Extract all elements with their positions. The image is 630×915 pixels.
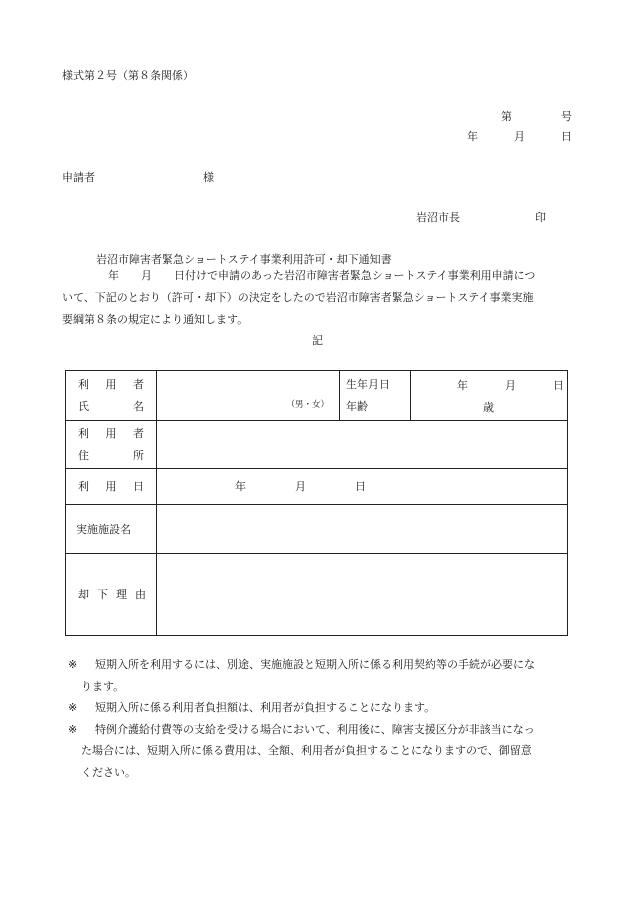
application-table <box>65 370 568 636</box>
row-address <box>66 421 568 469</box>
number-suffix: 号 <box>561 110 572 123</box>
applicant-honorific: 様 <box>203 171 214 184</box>
birth-label: 生年月日 <box>346 377 390 391</box>
note-item <box>68 719 578 784</box>
reason-label: 却 下 理 由 <box>66 554 157 636</box>
note-item <box>68 697 578 719</box>
issuer: 岩沼市長 <box>416 211 460 224</box>
document-title: 岩沼市障害者緊急ショートステイ事業利用許可・却下通知書 <box>96 253 392 266</box>
reason-field[interactable] <box>157 554 568 636</box>
use-year: 年 <box>235 480 246 493</box>
row-user-name <box>66 371 568 421</box>
ki-mark: 記 <box>312 334 323 347</box>
note-item <box>68 654 578 697</box>
number-prefix: 第 <box>501 110 512 123</box>
body-line: いて、下記のとおり（許可・却下）の決定をしたので岩沼市障害者緊急ショートステイ事業実施 <box>62 291 534 304</box>
note-line: 短期入所に係る利用者負担額は、利用者が負担することになります。 <box>95 701 436 714</box>
user-name-label: 利 用 者 氏 名 <box>66 371 157 421</box>
seal-mark: 印 <box>535 211 546 224</box>
use-date-label: 利 用 日 <box>66 469 157 505</box>
date-month: 月 <box>514 130 525 143</box>
age-unit: 歳 <box>483 400 494 414</box>
birth-age-label <box>340 371 411 421</box>
note-line: た場合には、短期入所に係る費用は、全額、利用者が負担することになりますので、御留意 <box>81 744 532 757</box>
address-field[interactable] <box>157 421 568 469</box>
row-reason <box>66 554 568 636</box>
birth-day: 日 <box>553 378 564 392</box>
use-date-field[interactable] <box>157 469 568 505</box>
note-mark: ※ <box>68 658 78 671</box>
date-year: 年 <box>467 130 478 143</box>
note-line: ります。 <box>81 679 125 693</box>
use-day: 日 <box>355 480 366 493</box>
age-label: 年齢 <box>346 399 368 413</box>
date-day: 日 <box>561 130 572 143</box>
birth-age-field[interactable] <box>411 371 568 421</box>
use-month: 月 <box>295 480 306 493</box>
note-line: 短期入所を利用するには、別途、実施施設と短期入所に係る利用契約等の手続が必要にな <box>95 658 535 671</box>
facility-field[interactable] <box>157 505 568 554</box>
birth-month: 月 <box>505 378 516 392</box>
facility-label-text: 実施施設名 <box>76 523 131 536</box>
body-line: 年 月 日付けで申請のあった岩沼市障害者緊急ショートステイ事業利用申請につ <box>108 269 536 282</box>
user-name-field[interactable] <box>157 371 340 421</box>
address-label: 利 用 者 住 所 <box>66 421 157 469</box>
note-mark: ※ <box>68 722 78 736</box>
applicant-label: 申請者 <box>62 171 95 184</box>
row-facility <box>66 505 568 554</box>
facility-label <box>66 505 157 554</box>
gender-options: （男・女） <box>286 400 329 410</box>
note-line: 特例介護給付費等の支給を受ける場合において、利用後に、障害支援区分が非該当になっ <box>95 722 535 736</box>
note-line: ください。 <box>81 765 136 779</box>
form-number: 様式第２号（第８条関係） <box>62 69 194 82</box>
row-use-date <box>66 469 568 505</box>
notes <box>68 654 578 783</box>
body-paragraph <box>62 265 574 331</box>
note-mark: ※ <box>68 701 78 714</box>
birth-year: 年 <box>457 378 468 392</box>
body-line: 要綱第８条の規定により通知します。 <box>62 313 249 326</box>
